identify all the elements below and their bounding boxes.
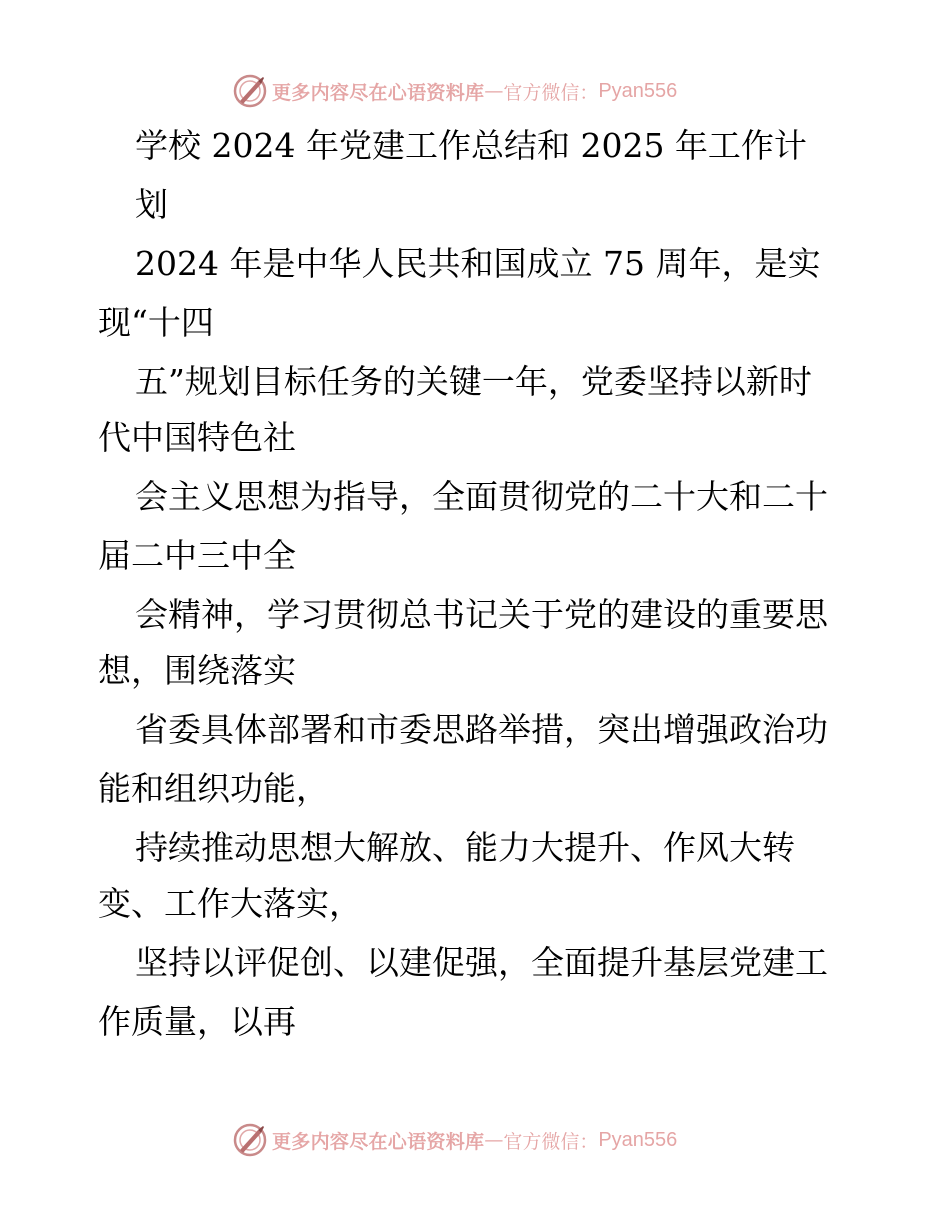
document-title: 学校 2024 年党建工作总结和 2025 年工作计 (135, 126, 807, 165)
paragraph-line: 持续推动思想大解放、能力大提升、作风大转 (135, 828, 795, 867)
paragraph-line: 作质量，以再 (98, 1002, 296, 1041)
paragraph-line: 现“十四 (98, 303, 214, 342)
watermark-contact-label: 官方微信： (503, 81, 599, 104)
paragraph-line: 想，围绕落实 (98, 651, 296, 690)
paragraph-line: 届二中三中全 (98, 536, 296, 575)
watermark-separator: — (484, 80, 504, 102)
paragraph-line: 会精神，学习贯彻总书记关于党的建设的重要思 (135, 595, 828, 634)
watermark-text: 更多内容尽在心语资料库 (272, 1130, 485, 1153)
document-title-continued: 划 (135, 185, 168, 224)
paragraph-line: 能和组织功能， (98, 769, 329, 808)
watermark-contact-label: 官方微信： (503, 1130, 599, 1153)
paragraph-line: 会主义思想为指导，全面贯彻党的二十大和二十 (135, 477, 828, 516)
quill-seal-icon (232, 73, 268, 109)
paragraph-line: 2024 年是中华人民共和国成立 75 周年，是实 (135, 244, 821, 283)
watermark-wechat-id: Pyan556 (598, 1128, 678, 1151)
watermark-wechat-id: Pyan556 (598, 79, 678, 102)
footer-watermark (232, 1120, 677, 1160)
paragraph-line: 五”规划目标任务的关键一年，党委坚持以新时 (135, 362, 812, 401)
watermark-separator: — (484, 1129, 504, 1151)
header-watermark (232, 71, 677, 111)
watermark-text: 更多内容尽在心语资料库 (272, 81, 485, 104)
paragraph-line: 省委具体部署和市委思路举措，突出增强政治功 (135, 710, 828, 749)
paragraph-line: 变、工作大落实， (98, 884, 362, 923)
paragraph-line: 坚持以评促创、以建促强，全面提升基层党建工 (135, 943, 828, 982)
paragraph-line: 代中国特色社 (98, 418, 296, 457)
quill-seal-icon (232, 1122, 268, 1158)
